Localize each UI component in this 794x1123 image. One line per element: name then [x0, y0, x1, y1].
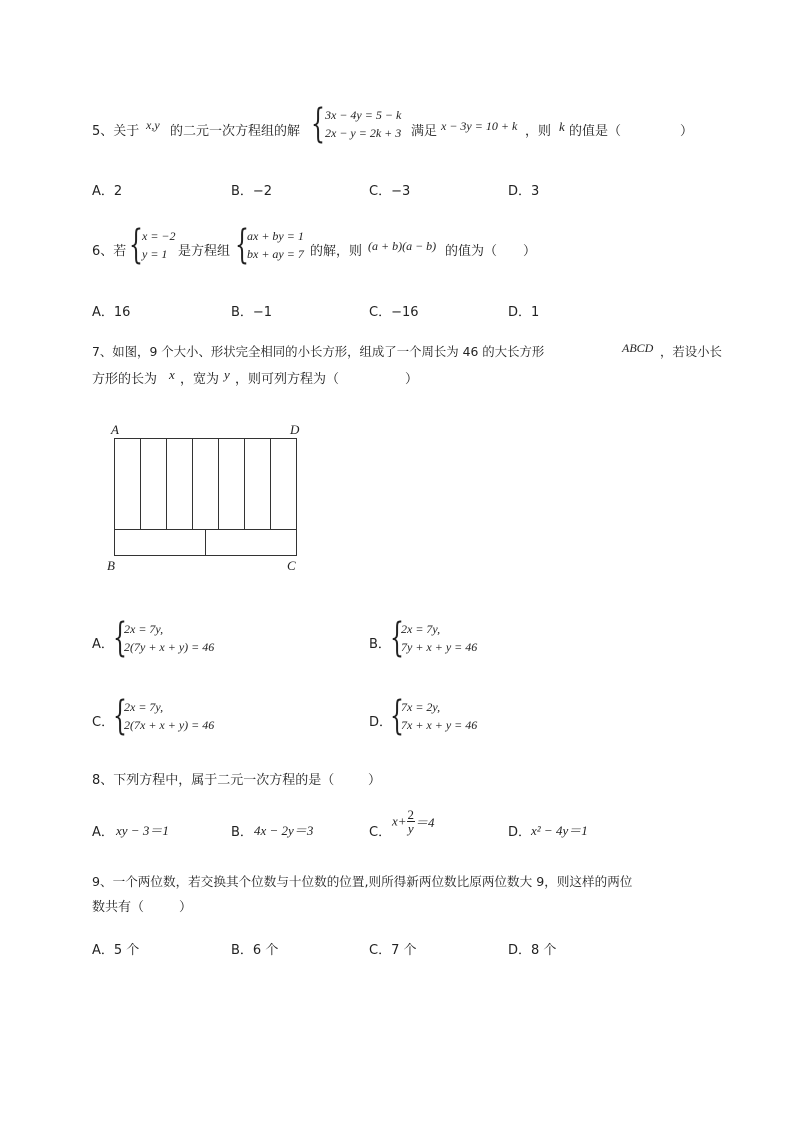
label-c: C	[287, 558, 296, 573]
q8-close: ）	[368, 773, 382, 788]
q7-c-row1: 2x = 7y,	[124, 700, 164, 714]
q9-option-b: B．6 个	[231, 943, 279, 958]
q5-tail3: 的值是（	[569, 124, 622, 139]
q5-system	[325, 106, 401, 142]
q8-option-a: xy − 3＝1	[116, 823, 169, 838]
q6-option-c: C．−16	[369, 305, 419, 320]
q8-option-b-letter: B．	[231, 825, 253, 840]
q7-c-brace: {	[113, 693, 127, 739]
q9-option-c: C．7 个	[369, 943, 417, 958]
q6-brace-2: {	[235, 222, 249, 268]
q5-option-d: D．3	[508, 184, 540, 199]
q7-c-row2: 2(7x + x + y) = 46	[124, 718, 215, 732]
q9-close: ）	[179, 900, 193, 915]
q7-line2a: 方形的长为	[92, 372, 158, 387]
q7-line1a: 7、如图，9 个大小、形状完全相同的小长方形，组成了一个周长为 46 的大长方形	[92, 344, 545, 359]
q7-abcd: ABCD	[622, 341, 654, 355]
q5-condition: x − 3y = 10 + k	[441, 119, 518, 133]
q8-option-d-letter: D．	[508, 825, 532, 840]
q8-stem: 8、下列方程中，属于二元一次方程的是（	[92, 773, 335, 788]
q6-option-b: B．−1	[231, 305, 273, 320]
q6-mid: 是方程组	[178, 244, 231, 259]
q8-option-a-letter: A．	[92, 825, 114, 840]
q5-mid: 的二元一次方程组的解	[170, 124, 301, 139]
q8-c-num: 2	[407, 807, 415, 822]
q8-option-c-letter: C．	[369, 825, 392, 840]
q6-e1: ax + by = 1	[247, 229, 304, 243]
q5-tail2: ，则	[525, 124, 552, 139]
q8-option-c	[392, 808, 435, 835]
q6-option-d: D．1	[508, 305, 540, 320]
q8-c-den: y	[407, 821, 414, 836]
q5-option-c: C．−3	[369, 184, 411, 199]
q8-c-post: ＝4	[415, 815, 435, 830]
q5-option-a: A．2	[92, 184, 123, 199]
q6-system	[247, 227, 304, 263]
q5-eq1: 3x − 4y = 5 − k	[325, 108, 402, 122]
q8-option-b: 4x − 2y＝3	[254, 823, 314, 838]
q6-brace-1: {	[129, 222, 143, 268]
q6-s2: y = 1	[142, 247, 168, 261]
q7-d-row2: 7x + x + y = 46	[401, 718, 478, 732]
q5-k: k	[559, 119, 565, 134]
q7-a-row1: 2x = 7y,	[124, 622, 164, 636]
q7-b-brace: {	[390, 615, 404, 661]
q7-b-row2: 7y + x + y = 46	[401, 640, 478, 654]
q6-lead: 6、若	[92, 244, 127, 259]
q7-close: ）	[405, 372, 419, 387]
q9-line1: 9、一个两位数，若交换其个位数与十位数的位置,则所得新两位数比原两位数大 9，则这样的两位	[92, 874, 633, 889]
q6-e2: bx + ay = 7	[247, 247, 304, 261]
q6-solution	[142, 227, 176, 263]
q7-option-d-letter: D．	[369, 715, 393, 730]
q6-expression: (a + b)(a − b)	[368, 239, 437, 253]
q7-x: x	[169, 367, 175, 382]
q8-c-pre: x+	[392, 813, 407, 829]
q7-d-row1: 7x = 2y,	[401, 700, 441, 714]
q7-d-brace: {	[390, 693, 404, 739]
q6-s1: x = −2	[142, 229, 176, 243]
q7-line2c: ，则可列方程为（	[235, 372, 340, 387]
q7-line1b: ，若设小长	[660, 344, 722, 359]
q6-tail2: 的值为（	[445, 244, 498, 259]
label-a: A	[111, 422, 119, 437]
q7-a-row2: 2(7y + x + y) = 46	[124, 640, 215, 654]
q6-close: ）	[523, 244, 537, 259]
q9-option-a: A．5 个	[92, 943, 140, 958]
q7-a-brace: {	[113, 615, 127, 661]
q7-line2b: ，宽为	[180, 372, 220, 387]
q9-line2: 数共有（	[92, 900, 145, 915]
q8-c-fraction	[407, 808, 416, 835]
q5-lead: 5、关于	[92, 124, 140, 139]
q6-tail1: 的解，则	[310, 244, 363, 259]
q9-option-d: D．8 个	[508, 943, 557, 958]
q5-option-b: B．−2	[231, 184, 273, 199]
label-b: B	[107, 558, 115, 573]
q5-tail1: 满足	[411, 124, 438, 139]
q7-option-b-letter: B．	[369, 637, 391, 652]
q8-option-d: x² − 4y＝1	[531, 823, 588, 838]
q7-option-c-letter: C．	[92, 715, 115, 730]
label-d: D	[290, 422, 300, 437]
q7-b-row1: 2x = 7y,	[401, 622, 441, 636]
q6-option-a: A．16	[92, 305, 131, 320]
q5-brace: {	[311, 101, 325, 147]
q7-option-a-letter: A．	[92, 637, 114, 652]
rectangle-figure	[100, 418, 320, 578]
q5-eq2: 2x − y = 2k + 3	[325, 126, 402, 140]
q5-close: ）	[680, 124, 694, 139]
q5-vars: x,y	[146, 118, 160, 132]
q7-y: y	[224, 367, 230, 382]
